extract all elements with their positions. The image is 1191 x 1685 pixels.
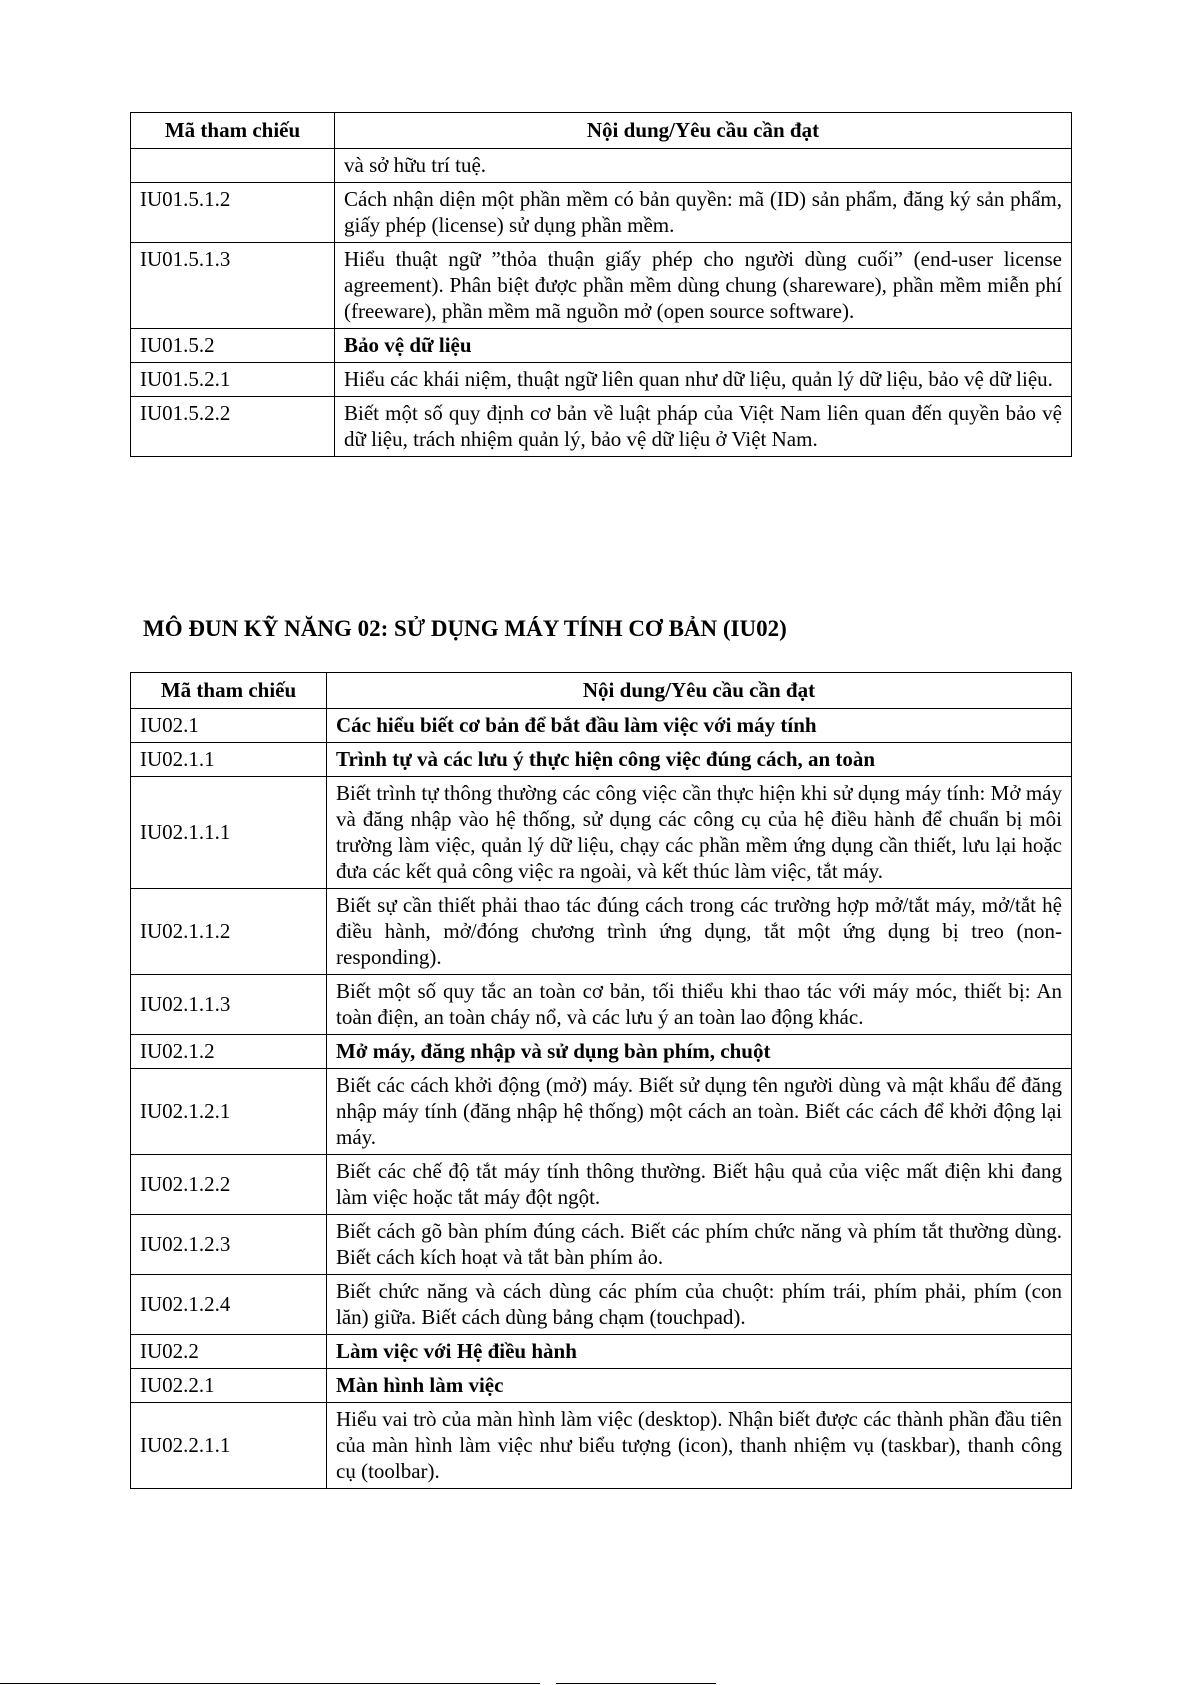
reference-code: IU01.5.1.3	[131, 243, 335, 329]
reference-code: IU02.1.2.3	[131, 1215, 327, 1275]
table-row	[131, 889, 1072, 975]
footer-rule	[0, 1683, 540, 1684]
requirement-content: Biết chức năng và cách dùng các phím của chuột: phím trái, phím phải, phím (con lăn) giữa. Biết cách dùng bảng chạm (touchpad).	[327, 1275, 1072, 1335]
table-row	[131, 1215, 1072, 1275]
requirement-content: Màn hình làm việc	[327, 1369, 1072, 1403]
requirement-content: Trình tự và các lưu ý thực hiện công việc đúng cách, an toàn	[327, 743, 1072, 777]
reference-code: IU02.1.1.3	[131, 975, 327, 1035]
reference-code: IU01.5.1.2	[131, 183, 335, 243]
reference-code: IU02.1	[131, 709, 327, 743]
reference-code: IU01.5.2.2	[131, 397, 335, 457]
requirement-content: Mở máy, đăng nhập và sử dụng bàn phím, chuột	[327, 1035, 1072, 1069]
header-code: Mã tham chiếu	[131, 113, 335, 149]
table-row	[131, 183, 1072, 243]
table-row	[131, 1403, 1072, 1489]
header-content: Nội dung/Yêu cầu cần đạt	[335, 113, 1072, 149]
reference-code: IU02.1.2.2	[131, 1155, 327, 1215]
reference-code: IU02.1.2.1	[131, 1069, 327, 1155]
reference-code: IU01.5.2.1	[131, 363, 335, 397]
table-row	[131, 1155, 1072, 1215]
table-row	[131, 1275, 1072, 1335]
section-heading: MÔ ĐUN KỸ NĂNG 02: SỬ DỤNG MÁY TÍNH CƠ BẢN (IU02)	[143, 616, 787, 641]
reference-code: IU02.1.1.1	[131, 777, 327, 889]
requirement-content: Cách nhận diện một phần mềm có bản quyền: mã (ID) sản phẩm, đăng ký sản phẩm, giấy phép (license) sử dụng phần mềm.	[335, 183, 1072, 243]
footer-rule	[556, 1683, 716, 1684]
table-row	[131, 149, 1072, 183]
table-row	[131, 329, 1072, 363]
requirement-content: Biết các chế độ tắt máy tính thông thường. Biết hậu quả của việc mất điện khi đang làm việc hoặc tắt máy đột ngột.	[327, 1155, 1072, 1215]
requirement-content: Hiểu các khái niệm, thuật ngữ liên quan như dữ liệu, quản lý dữ liệu, bảo vệ dữ liệu.	[335, 363, 1072, 397]
requirement-content: Hiểu vai trò của màn hình làm việc (desktop). Nhận biết được các thành phần đầu tiên của màn hình làm việc như biểu tượng (icon), thanh nhiệm vụ (taskbar), thanh công cụ (toolbar).	[327, 1403, 1072, 1489]
requirement-content: Biết các cách khởi động (mở) máy. Biết sử dụng tên người dùng và mật khẩu để đăng nhập máy tính (đăng nhập hệ thống) một cách an toàn. Biết các cách để khởi động lại máy.	[327, 1069, 1072, 1155]
table-row	[131, 363, 1072, 397]
table-row	[131, 1035, 1072, 1069]
table-row	[131, 397, 1072, 457]
reference-code: IU02.2.1.1	[131, 1403, 327, 1489]
requirement-content: Biết một số quy tắc an toàn cơ bản, tối thiểu khi thao tác với máy móc, thiết bị: An toàn điện, an toàn cháy nổ, và các lưu ý an toàn lao động khác.	[327, 975, 1072, 1035]
requirement-content: Hiểu thuật ngữ ”thỏa thuận giấy phép cho người dùng cuối” (end-user license agreement). Phân biệt được phần mềm dùng chung (shareware), phần mềm miễn phí (freeware), phần mềm mã nguồn mở (open source software).	[335, 243, 1072, 329]
table-row	[131, 709, 1072, 743]
reference-code: IU02.2.1	[131, 1369, 327, 1403]
requirement-content: Biết một số quy định cơ bản về luật pháp của Việt Nam liên quan đến quyền bảo vệ dữ liệu, trách nhiệm quản lý, bảo vệ dữ liệu ở Việt Nam.	[335, 397, 1072, 457]
header-content: Nội dung/Yêu cầu cần đạt	[327, 673, 1072, 709]
requirement-content: Biết cách gõ bàn phím đúng cách. Biết các phím chức năng và phím tắt thường dùng. Biết cách kích hoạt và tắt bàn phím ảo.	[327, 1215, 1072, 1275]
table-row	[131, 1335, 1072, 1369]
table-header-row	[131, 673, 1072, 709]
table-header-row	[131, 113, 1072, 149]
table-row	[131, 743, 1072, 777]
reference-code	[131, 149, 335, 183]
requirement-content: Các hiểu biết cơ bản để bắt đầu làm việc với máy tính	[327, 709, 1072, 743]
reference-code: IU01.5.2	[131, 329, 335, 363]
reference-code: IU02.1.1.2	[131, 889, 327, 975]
table-row	[131, 777, 1072, 889]
table-row	[131, 243, 1072, 329]
requirement-content: Biết sự cần thiết phải thao tác đúng cách trong các trường hợp mở/tắt máy, mở/tắt hệ điều hành, mở/đóng chương trình ứng dụng, tắt một ứng dụng bị treo (non-responding).	[327, 889, 1072, 975]
reference-code: IU02.2	[131, 1335, 327, 1369]
competency-table-iu01	[130, 112, 1072, 457]
reference-code: IU02.1.2	[131, 1035, 327, 1069]
table-row	[131, 1069, 1072, 1155]
requirement-content: Bảo vệ dữ liệu	[335, 329, 1072, 363]
reference-code: IU02.1.2.4	[131, 1275, 327, 1335]
requirement-content: và sở hữu trí tuệ.	[335, 149, 1072, 183]
table-row	[131, 1369, 1072, 1403]
reference-code: IU02.1.1	[131, 743, 327, 777]
table-row	[131, 975, 1072, 1035]
requirement-content: Biết trình tự thông thường các công việc cần thực hiện khi sử dụng máy tính: Mở máy và đăng nhập vào hệ thống, sử dụng các công cụ của hệ điều hành để chuẩn bị môi trường làm việc, quản lý dữ liệu, chạy các phần mềm ứng dụng cần thiết, lưu lại hoặc đưa các kết quả công việc ra ngoài, và kết thúc làm việc, tắt máy.	[327, 777, 1072, 889]
requirement-content: Làm việc với Hệ điều hành	[327, 1335, 1072, 1369]
competency-table-iu02	[130, 672, 1072, 1489]
header-code: Mã tham chiếu	[131, 673, 327, 709]
